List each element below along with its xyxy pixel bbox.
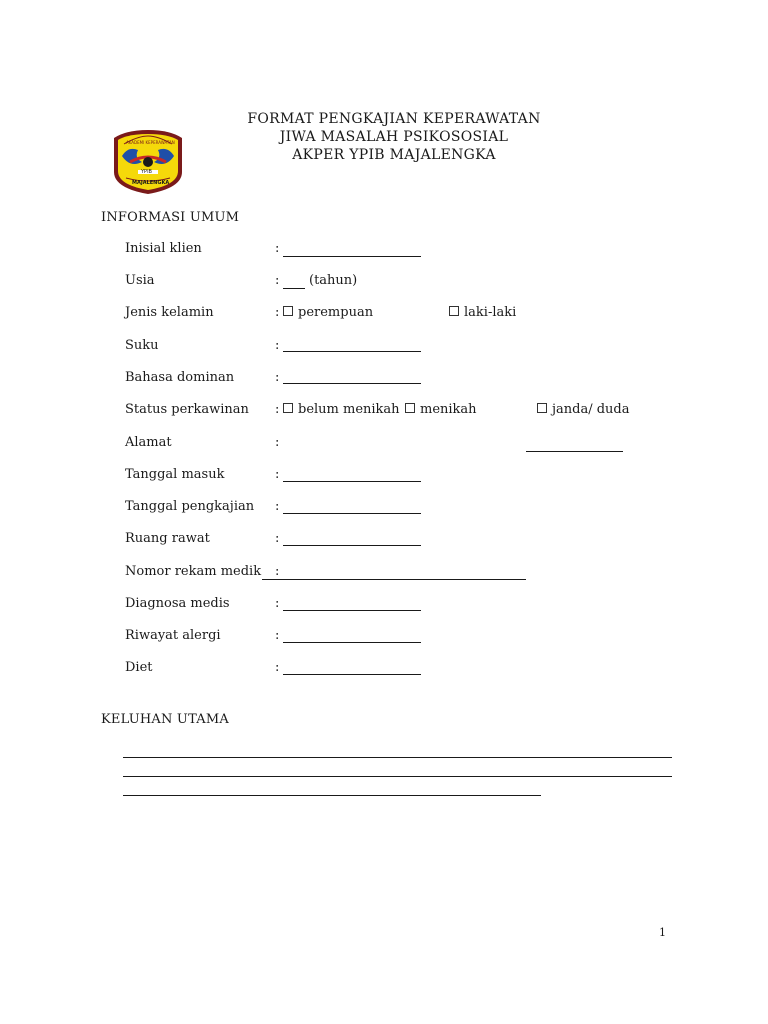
label-tanggal-masuk: Tanggal masuk — [125, 467, 225, 482]
keluhan-line-2[interactable] — [123, 776, 672, 777]
colon: : — [275, 499, 280, 514]
label-status-perkawinan: Status perkawinan — [125, 402, 249, 417]
alamat-field[interactable] — [526, 451, 623, 452]
title-line-1: FORMAT PENGKAJIAN KEPERAWATAN — [247, 111, 541, 127]
option-label: laki-laki — [464, 305, 517, 320]
colon: : — [275, 305, 280, 320]
option-perempuan[interactable] — [283, 305, 373, 320]
label-tanggal-pengkajian: Tanggal pengkajian — [125, 499, 255, 514]
colon: : — [275, 660, 280, 675]
colon: : — [275, 531, 280, 546]
label-alamat: Alamat — [125, 435, 172, 450]
bahasa-dominan-field[interactable] — [283, 383, 421, 384]
label-diagnosa-medis: Diagnosa medis — [125, 596, 230, 611]
title-line-2: JIWA MASALAH PSIKOSOSIAL — [279, 129, 509, 145]
colon: : — [275, 564, 280, 579]
label-jenis-kelamin: Jenis kelamin — [125, 305, 214, 320]
colon: : — [275, 596, 280, 611]
keluhan-line-3[interactable] — [123, 795, 541, 796]
ruang-rawat-field[interactable] — [283, 545, 421, 546]
colon: : — [275, 338, 280, 353]
tanggal-masuk-field[interactable] — [283, 481, 421, 482]
checkbox-icon[interactable] — [537, 403, 547, 413]
logo-top-text: AKADEMI KEPERAWATAN — [126, 140, 175, 145]
option-label: belum menikah — [298, 402, 400, 417]
label-suku: Suku — [125, 338, 159, 353]
section-keluhan-utama: KELUHAN UTAMA — [101, 712, 229, 727]
option-label: perempuan — [298, 305, 374, 320]
page-number: 1 — [659, 926, 666, 939]
colon: : — [275, 628, 280, 643]
colon: : — [275, 402, 280, 417]
label-diet: Diet — [125, 660, 153, 675]
label-nomor-rekam-medik: Nomor rekam medik — [125, 564, 262, 579]
option-janda-duda[interactable] — [537, 402, 630, 417]
diet-field[interactable] — [283, 674, 421, 675]
suku-field[interactable] — [283, 351, 421, 352]
colon: : — [275, 273, 280, 288]
label-riwayat-alergi: Riwayat alergi — [125, 628, 221, 643]
usia-unit: (tahun) — [309, 273, 358, 288]
option-belum-menikah[interactable] — [283, 402, 400, 417]
usia-field[interactable] — [283, 288, 305, 289]
label-inisial-klien: Inisial klien — [125, 241, 202, 256]
nomor-rekam-medik-field[interactable] — [262, 579, 526, 580]
checkbox-icon[interactable] — [283, 403, 293, 413]
label-bahasa-dominan: Bahasa dominan — [125, 370, 235, 385]
option-menikah[interactable] — [405, 402, 477, 417]
label-ruang-rawat: Ruang rawat — [125, 531, 210, 546]
riwayat-alergi-field[interactable] — [283, 642, 421, 643]
checkbox-icon[interactable] — [405, 403, 415, 413]
colon: : — [275, 370, 280, 385]
keluhan-line-1[interactable] — [123, 757, 672, 758]
colon: : — [275, 467, 280, 482]
checkbox-icon[interactable] — [283, 306, 293, 316]
logo-center-text: YPIB — [141, 169, 152, 175]
option-laki-laki[interactable] — [449, 305, 516, 320]
colon: : — [275, 435, 280, 450]
label-usia: Usia — [125, 273, 155, 288]
option-label: janda/ duda — [552, 402, 630, 417]
diagnosa-medis-field[interactable] — [283, 610, 421, 611]
option-label: menikah — [420, 402, 477, 417]
colon: : — [275, 241, 280, 256]
section-informasi-umum: INFORMASI UMUM — [101, 210, 240, 225]
title-line-3: AKPER YPIB MAJALENGKA — [292, 147, 496, 163]
logo-bottom-text: MAJALENGKA — [132, 180, 170, 186]
checkbox-icon[interactable] — [449, 306, 459, 316]
tanggal-pengkajian-field[interactable] — [283, 513, 421, 514]
inisial-klien-field[interactable] — [283, 256, 421, 257]
